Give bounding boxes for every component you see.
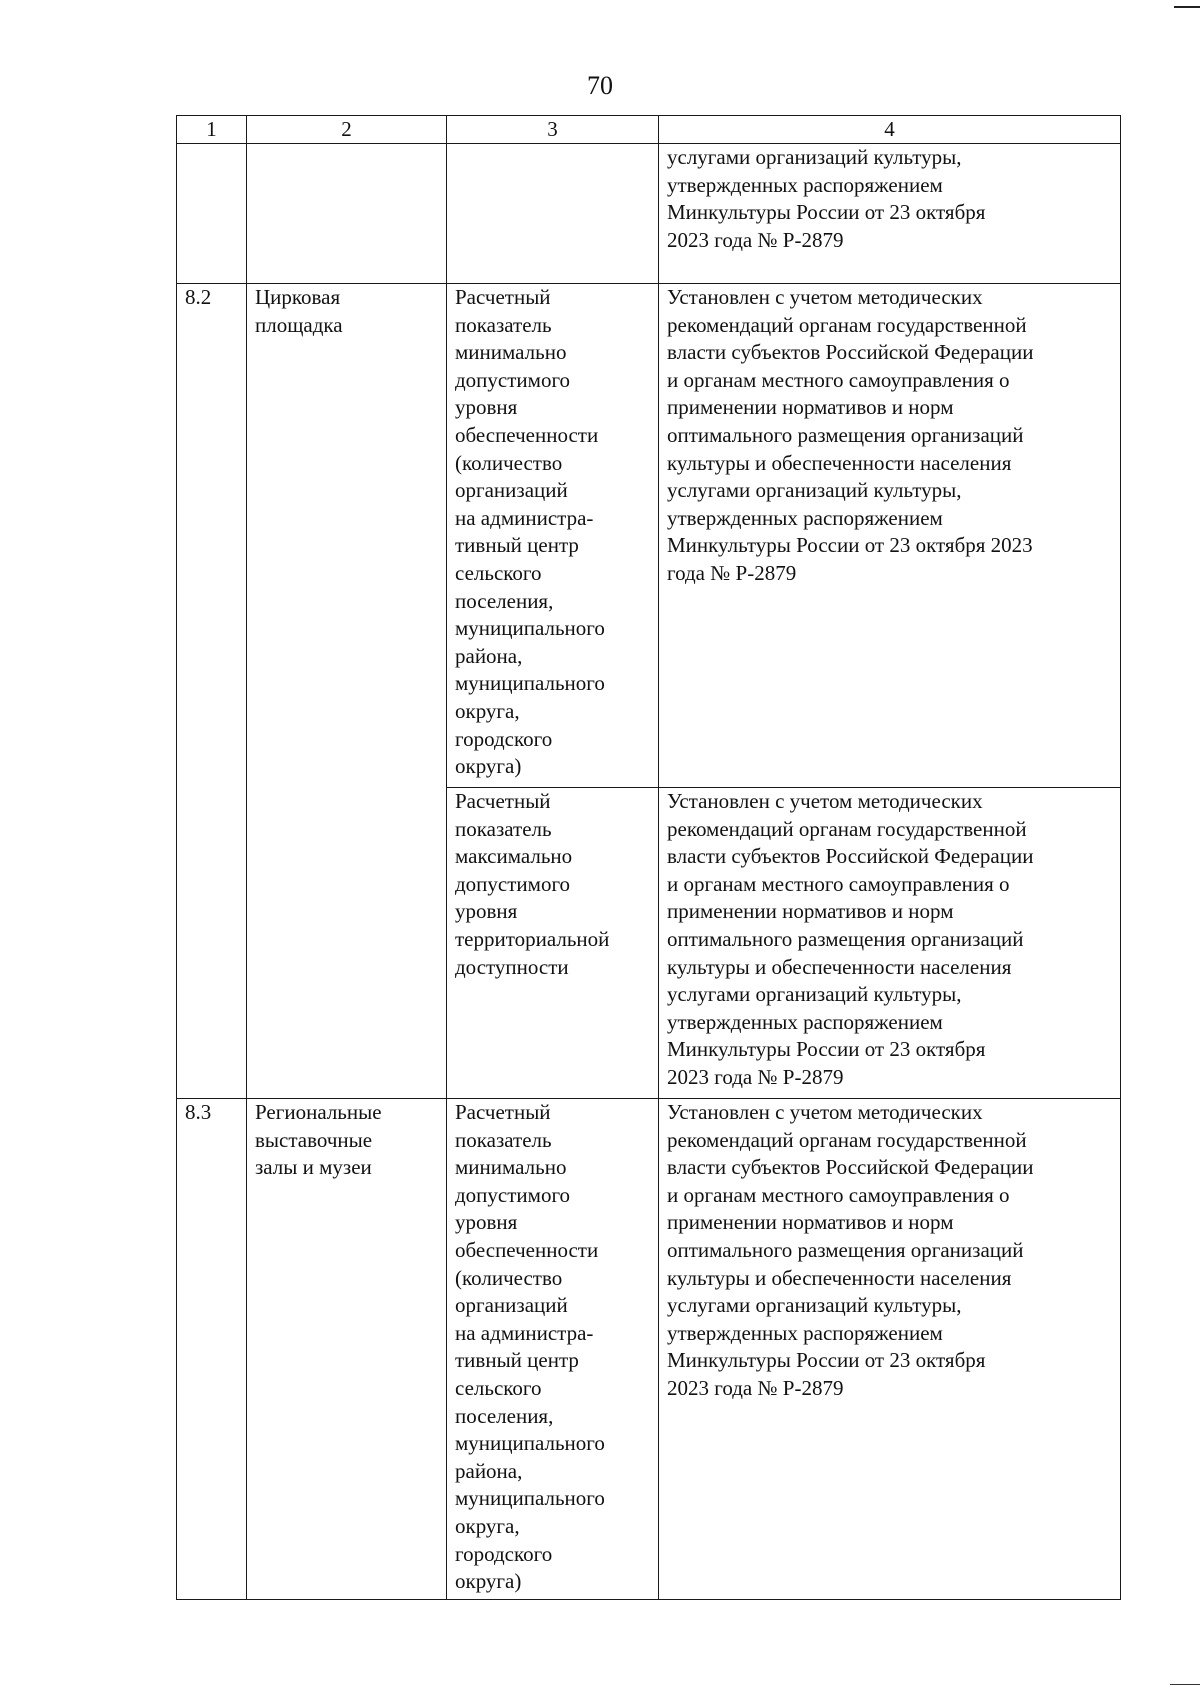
basis-text: Установлен с учетом методических рекомендаций органам государственной власти субъектов Российской Федерации и органам местного самоуправления о применении нормативов и норм оптимального размещения организаций культуры и обеспеченности населения услугами организаций культуры, утвержденных распоряжением Минкультуры России от 23 октября 2023 года № Р-2879	[667, 789, 1034, 1089]
object-cell	[247, 1099, 447, 1600]
table-header-row	[177, 116, 1121, 144]
header-col-1: 1	[177, 116, 247, 144]
page-number: 70	[587, 71, 613, 100]
row-number-cell	[177, 284, 247, 1099]
indicator-cell	[447, 284, 659, 788]
basis-cell	[659, 144, 1121, 284]
row-number-cell	[177, 144, 247, 284]
row-number: 8.3	[185, 1100, 212, 1124]
indicator-text: Расчетный показатель минимально допустимого уровня обеспеченности (количество организаций на администра- тивный центр сельского поселения, муниципального района, муниципального округа, городского округа)	[455, 285, 605, 779]
indicator-cell	[447, 1099, 659, 1600]
basis-text: Установлен с учетом методических рекомендаций органам государственной власти субъектов Российской Федерации и органам местного самоуправления о применении нормативов и норм оптимального размещения организаций культуры и обеспеченности населения услугами организаций культуры, утвержденных распоряжением Минкультуры России от 23 октября 2023 года № Р-2879	[667, 1100, 1034, 1400]
table-row	[177, 1099, 1121, 1600]
basis-cell	[659, 284, 1121, 788]
scan-edge-mark-bottom	[1170, 1681, 1200, 1685]
header-col-3: 3	[447, 116, 659, 144]
object-name: Цирковая площадка	[255, 285, 343, 337]
header-col-4: 4	[659, 116, 1121, 144]
object-cell	[247, 144, 447, 284]
row-number: 8.2	[185, 285, 212, 309]
basis-text: услугами организаций культуры, утвержденных распоряжением Минкультуры России от 23 октября 2023 года № Р-2879	[667, 145, 986, 252]
object-cell	[247, 284, 447, 1099]
indicator-text: Расчетный показатель максимально допустимого уровня территориальной доступности	[455, 789, 610, 979]
basis-cell	[659, 1099, 1121, 1600]
indicator-cell	[447, 144, 659, 284]
table-row	[177, 144, 1121, 284]
row-number-cell	[177, 1099, 247, 1600]
header-col-2: 2	[247, 116, 447, 144]
standards-table	[176, 115, 1121, 1600]
scan-edge-mark-top	[1174, 0, 1200, 8]
basis-cell	[659, 788, 1121, 1099]
table-row	[177, 284, 1121, 788]
object-name: Региональные выставочные залы и музеи	[255, 1100, 382, 1180]
indicator-text: Расчетный показатель минимально допустимого уровня обеспеченности (количество организаций на администра- тивный центр сельского поселения, муниципального района, муниципального округа, городского округа)	[455, 1100, 605, 1594]
indicator-cell	[447, 788, 659, 1099]
basis-text: Установлен с учетом методических рекомендаций органам государственной власти субъектов Российской Федерации и органам местного самоуправления о применении нормативов и норм оптимального размещения организаций культуры и обеспеченности населения услугами организаций культуры, утвержденных распоряжением Минкультуры России от 23 октября 2023 года № Р-2879	[667, 285, 1034, 585]
